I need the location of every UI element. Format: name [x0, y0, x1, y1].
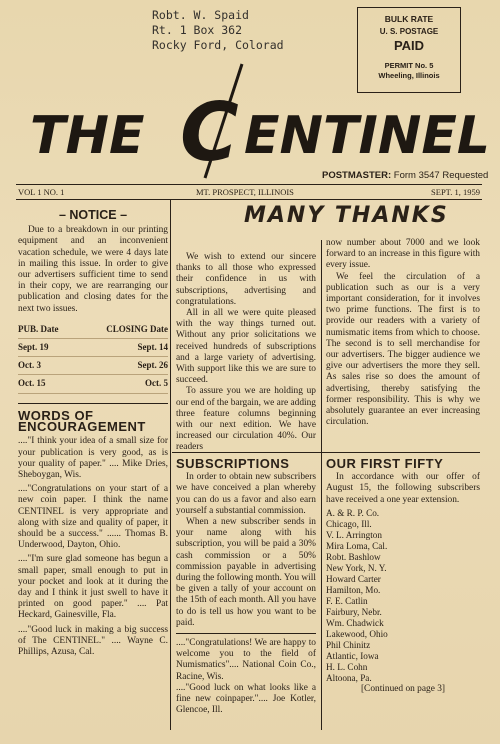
quote: ...."Congratulations on your start of a new coin paper. I think the name CENTINEL is very appropriate and along with size and quality of paper, it should be a success." ...... Thomas B. Underwood, Dayton, Ohio. [18, 484, 168, 551]
subscriptions-paragraph: In order to obtain new subscribers we have conceived a plan whereby you can do us a favor and also earn yourself a substantial commission. [176, 472, 316, 516]
notice-body: Due to a breakdown in our printing equipment and an inconvenient vacation schedule, we were 4 days late in mailing this issue. In order to give our advertisers sufficient time to send in their copy, we are rearranging our publication and closing dates for the next two issues. [18, 225, 168, 314]
address-line-3: Rocky Ford, Colorad [152, 38, 284, 52]
first-fifty-heading: OUR FIRST FIFTY [326, 456, 444, 471]
continued-note: [Continued on page 3] [360, 683, 446, 694]
many-thanks-heading: MANY THANKS [244, 203, 449, 228]
thanks-paragraph: To assure you we are holding up our end of the bargain, we are adding three feature columns beginning with our next edition. We have increased our circulation 40%. Our readers [176, 386, 316, 453]
schedule-closing-date: Oct. 5 [77, 375, 168, 393]
thanks-paragraph: now number about 7000 and we look forward to an increase in this figure with every issue. [326, 238, 480, 271]
schedule-col-closing: CLOSING Date [77, 321, 168, 339]
subscriber-place: Mira Loma, Cal. [326, 540, 388, 551]
notice-heading: – NOTICE – [58, 208, 128, 222]
encouragement-heading-1: WORDS OF [18, 408, 94, 423]
postage-line-2: U. S. POSTAGE [379, 27, 439, 36]
encouragement-section [18, 410, 168, 658]
quote: ...."Congratulations! We are happy to welcome you to the field of Numismatics".... National Coin Co., Racine, Wis. [176, 638, 316, 682]
address-line-2: Rt. 1 Box 362 [152, 23, 243, 37]
postage-line-3: PAID [393, 38, 425, 53]
subscriber-name: Phil Chinitz [326, 639, 371, 650]
thanks-column-2 [326, 238, 480, 428]
subscriber-place: Hamilton, Mo. [326, 584, 381, 595]
notice-section [18, 210, 168, 394]
postmaster-label: POSTMASTER: [322, 170, 392, 181]
subscriptions-heading: SUBSCRIPTIONS [176, 456, 290, 471]
subscriber-place: Altoona, Pa. [326, 672, 372, 683]
subscriber-place: Fairbury, Nebr. [326, 606, 382, 617]
quote: ...."I'm sure glad someone has begun a small paper, small enough to put in your pocket and look at it during the day and I think it just swell to have it printed on good paper." .... Pat Heckard, Gainesville, Fla. [18, 554, 168, 621]
schedule-closing-date: Sept. 26 [77, 357, 168, 375]
schedule-header [18, 321, 168, 339]
subscriber-name: H. L. Cohn [326, 661, 368, 672]
column-rule-1 [170, 200, 171, 730]
schedule-pub-date: Oct. 3 [18, 357, 77, 375]
masthead [0, 60, 500, 180]
subscriber-place: Chicago, Ill. [326, 518, 372, 529]
encouragement-heading-2: ENCOURAGEMENT [18, 419, 146, 435]
masthead-title-c: C [180, 86, 239, 179]
subscriptions-divider [176, 633, 316, 634]
subscriber-name: Wm. Chadwick [326, 617, 384, 628]
thanks-paragraph: We feel the circulation of a publication such as our is a very important consideration, for it involves two prime functions. The first is to provide our readers with a variety of numismatic items from which to choose. The second is to sell merchandise for our advertisers. The bigger audience we give our advertisers the more they sell. As sales rise so does the amount of advertising, thereby satisfying the former responsibility. This is why we absolutely guarantee an ever increasing circulation. [326, 271, 480, 428]
subscriber-name: F. E. Catlin [326, 595, 368, 606]
table-row [18, 339, 168, 357]
volume-number: VOL 1 NO. 1 [18, 187, 65, 197]
postage-line-5: Wheeling, Illinois [378, 71, 440, 80]
subscriber-name: Howard Carter [326, 573, 381, 584]
table-row [18, 375, 168, 393]
schedule-pub-date: Sept. 19 [18, 339, 77, 357]
schedule-table [18, 321, 168, 394]
dateline [16, 184, 482, 200]
subscriber-place: New York, N. Y. [326, 562, 387, 573]
masthead-title-left: THE [30, 106, 145, 166]
subscriber-name: V. L. Arrington [326, 529, 382, 540]
postage-line-4: PERMIT No. 5 [384, 61, 434, 70]
column-rule-2 [321, 240, 322, 730]
first-fifty-section [326, 458, 480, 695]
quote: ...."Good luck on what looks like a fine new coinpaper.".... Joe Kotler, Glencoe, Ill. [176, 682, 316, 716]
publication-date: SEPT. 1, 1959 [431, 187, 480, 197]
thanks-column-1 [176, 252, 316, 454]
subscriber-list [326, 508, 480, 684]
mailing-address [152, 8, 284, 53]
masthead-title-right: ENTINEL [244, 106, 491, 166]
subscriber-name: A. & R. P. Co. [326, 507, 380, 518]
quote: ...."I think your idea of a small size for your publication is very good, as is your quality of paper." .... Mike Dries, Sheboygan, Wis. [18, 436, 168, 481]
address-line-1: Robt. W. Spaid [152, 8, 249, 22]
section-rule-notice [18, 403, 168, 404]
publication-place: MT. PROSPECT, ILLINOIS [196, 187, 294, 197]
schedule-closing-date: Sept. 14 [77, 339, 168, 357]
schedule-pub-date: Oct. 15 [18, 375, 77, 393]
subscriber-place: Atlantic, Iowa [326, 650, 379, 661]
quote: ...."Good luck in making a big success of The CENTINEL." .... Wayne C. Phillips, Azusa, Cal. [18, 624, 168, 658]
schedule-col-pub: PUB. Date [18, 321, 77, 339]
postmaster-text: Form 3547 Requested [393, 170, 489, 181]
thanks-paragraph: We wish to extend our sincere thanks to all those who expressed their confidence in us with subscriptions, advertising and congratulations. [176, 252, 316, 307]
subscriptions-section [176, 458, 316, 716]
first-fifty-intro: In accordance with our offer of August 15, the following subscribers have received a one year extension. [326, 472, 480, 505]
subscriber-name: Robt. Bashlow [326, 551, 381, 562]
subscriber-place: Lakewood, Ohio [326, 628, 388, 639]
postage-line-1: BULK RATE [384, 14, 434, 24]
masthead-logo [0, 60, 500, 180]
postmaster-note [322, 170, 488, 181]
table-row [18, 357, 168, 375]
thanks-paragraph: All in all we were quite pleased with the way things turned out. Without any prior solicitations we received hundreds of subscriptions and a large variety of advertising. With support like this we are sure to succeed. [176, 308, 316, 386]
subscriptions-paragraph: When a new subscriber sends in your name along with his subscription, you will be paid a 30% cash commission or a 50% commission payable in advertising during the following month. You will be given a tally of your account on the 15th of each month. All you have to do is tell us how you want to be paid. [176, 517, 316, 628]
